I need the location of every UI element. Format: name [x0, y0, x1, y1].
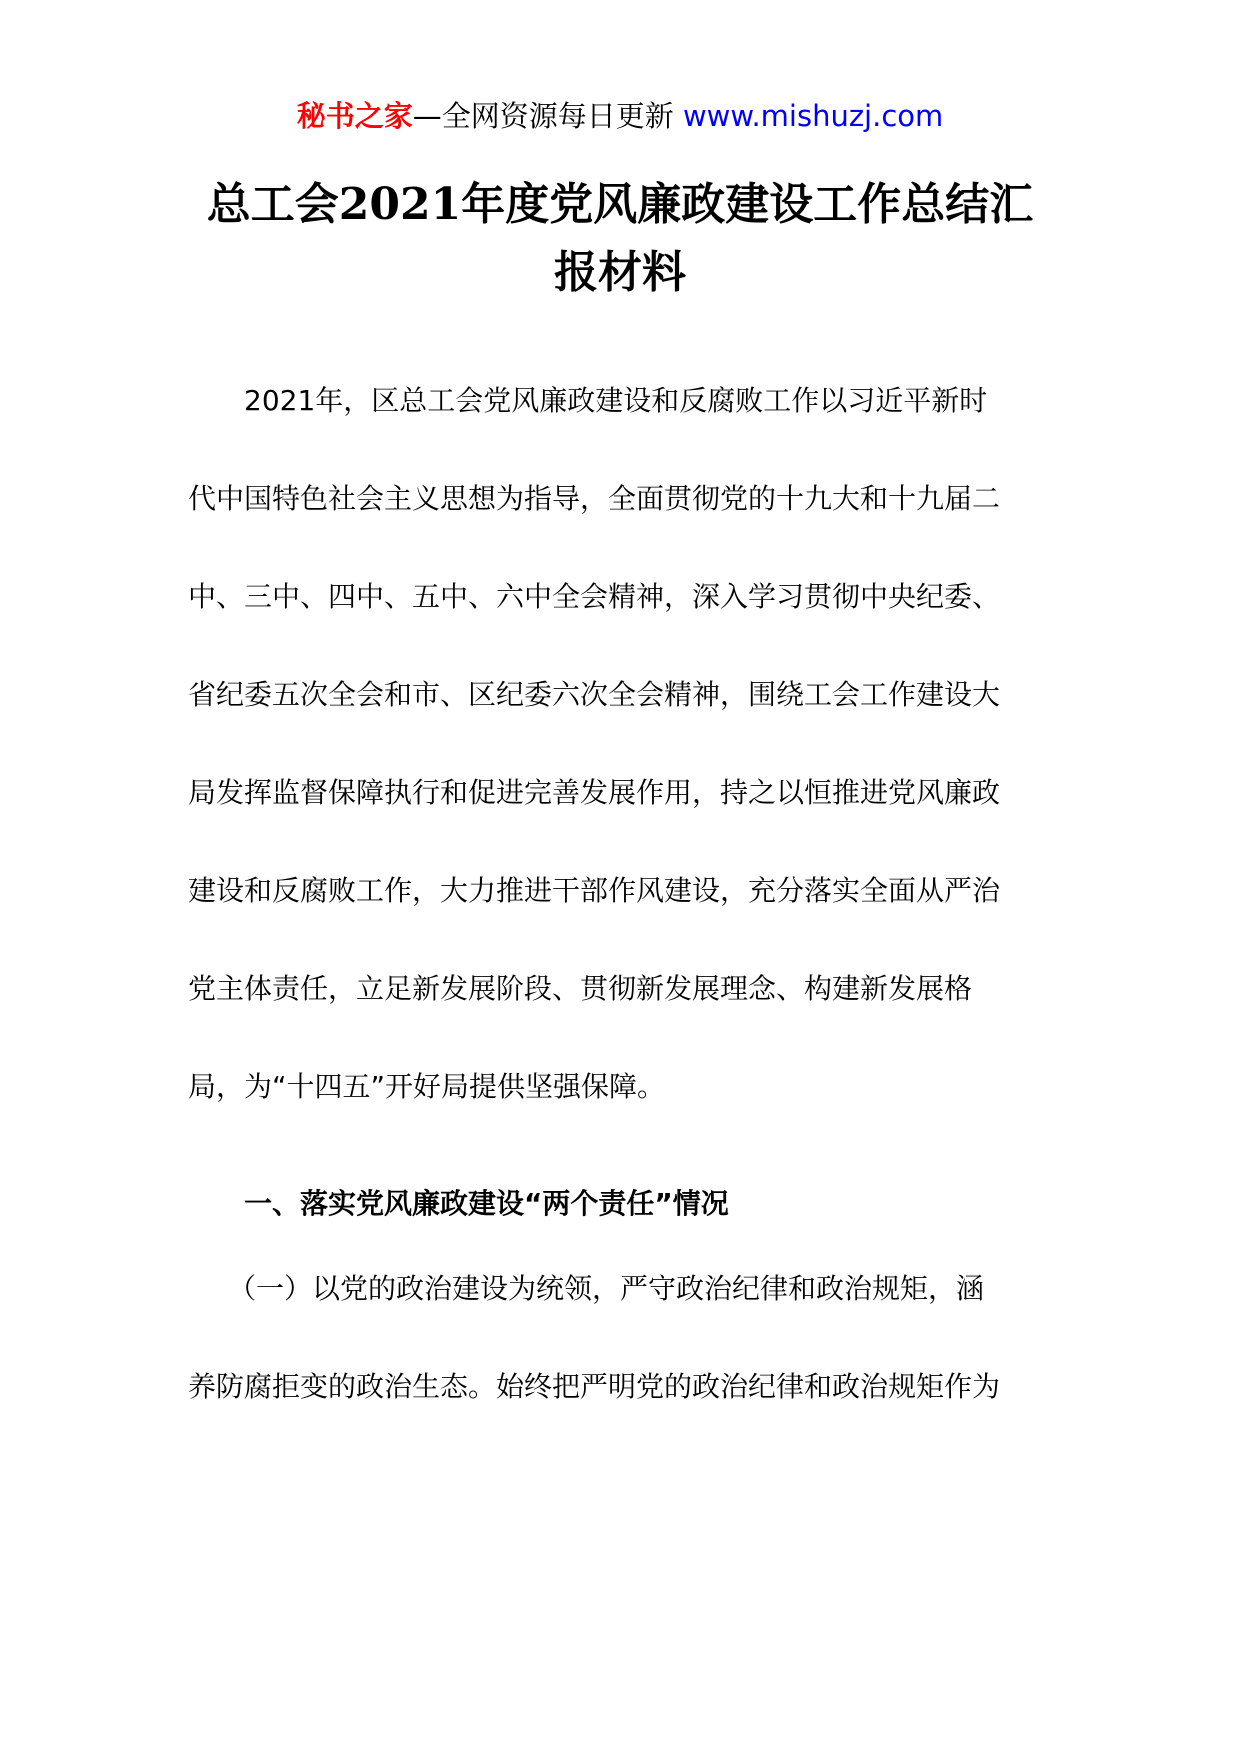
paragraph-section1 — [188, 1240, 1068, 1436]
paragraph-line: 党主体责任，立足新发展阶段、贯彻新发展理念、构建新发展格 — [188, 972, 973, 1005]
section-heading: 一、落实党风廉政建设“两个责任”情况 — [244, 1187, 729, 1220]
paragraph-line: 局，为“十四五”开好局提供坚强保障。 — [188, 1070, 666, 1103]
site-tagline: —全网资源每日更新 — [412, 99, 683, 133]
document-title-line-1: 总工会2021年度党风廉政建设工作总结汇 — [206, 179, 1034, 230]
paragraph-line: （一）以党的政治建设为统领，严守政治纪律和政治规矩，涵 — [228, 1272, 985, 1305]
paragraph-line: 局发挥监督保障执行和促进完善发展作用，持之以恒推进党风廉政 — [188, 776, 1001, 809]
document-title-line-2: 报材料 — [554, 247, 686, 298]
paragraph-line: 代中国特色社会主义思想为指导，全面贯彻党的十九大和十九届二 — [188, 482, 1001, 515]
paragraph-line: 省纪委五次全会和市、区纪委六次全会精神，围绕工会工作建设大 — [188, 678, 1001, 711]
paragraph-intro — [188, 352, 1068, 1136]
site-header — [0, 96, 1240, 136]
paragraph-line: 养防腐拒变的政治生态。始终把严明党的政治纪律和政治规矩作为 — [188, 1370, 1001, 1403]
paragraph-line: 2021年，区总工会党风廉政建设和反腐败工作以习近平新时 — [244, 384, 988, 417]
site-url-link[interactable]: www.mishuzj.com — [682, 99, 944, 133]
paragraph-line: 建设和反腐败工作，大力推进干部作风建设，充分落实全面从严治 — [188, 874, 1001, 907]
brand-name: 秘书之家 — [296, 99, 413, 133]
paragraph-line: 中、三中、四中、五中、六中全会精神，深入学习贯彻中央纪委、 — [188, 580, 1001, 613]
